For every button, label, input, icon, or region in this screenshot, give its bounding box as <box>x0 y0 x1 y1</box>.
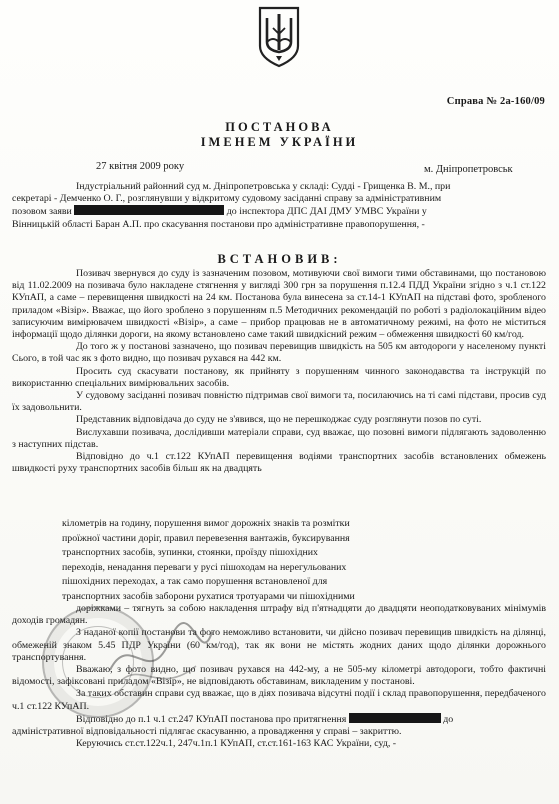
paragraph: За таких обставин справи суд вважає, що в діях позивача відсутні події і склад правопорушення, передбаченого ч.1 ст.122 КУпАП. <box>12 688 546 712</box>
list-item: транспортних засобів заборони рухатися тротуарами чи пішохідними <box>62 590 355 602</box>
paragraph: Позивач звернувся до суду із зазначеним позовом, мотивуючи свої вимоги тими обставинами, що постановою від 11.02.2009 на позивача було накладене стягнення у вигляді 300 грн за порушення п.12.4 ПДД України згідно з ч.1 ст.122 КУпАП, а саме – перевищення швидкості на 24 км. Постанова була винесена за ст.14-1 КУпАП на підставі фото, зробленого приладом «Візір». Вважає, що його зроблено з порушенням п.5 Методичних рекомендацій по роботі з радіолокаційним відео записуючим вимірювачем швидкості «Візір», а саме – прибор працював не в автоматичному режимі, на фото не міститься інформації щодо ділянки дороги, на якому встановлено саме такий швидкісний режим – обмеження швидкості 60 км/год. <box>12 268 546 341</box>
redacted-name <box>74 205 224 215</box>
body-section-1 <box>12 268 546 475</box>
redacted-name <box>349 713 441 723</box>
list-item: проїжної частини доріг, правил перевезення вантажів, буксирування <box>62 532 350 544</box>
intro-line <box>12 205 546 218</box>
list-item: переходів, ненадання переваги у русі пішоходам на нерегульованих <box>62 561 347 573</box>
paragraph-text: до <box>443 713 454 725</box>
intro-line: Вінницькій області Баран А.П. про скасування постанови про адміністративне правопорушення, - <box>12 218 425 230</box>
paragraph: Вислухавши позивача, дослідивши матеріали справи, суд вважає, що позовні вимоги підлягають задоволенню з наступних підстав. <box>12 426 546 450</box>
paragraph-text: Відповідно до п.1 ч.1 ст.247 КУпАП постанова про притягнення <box>76 713 347 725</box>
paragraph: З наданої копії постанови та фото неможливо встановити, чи дійсно позивач перевищив швидкість на ділянці, обмеженій знаком 5.45 ПДР України (60 км/год), так як вони не містять жодних даних щодо ділянки дорожнього транспортування. <box>12 627 546 663</box>
paragraph: адміністративної відповідальності підлягає скасуванню, а провадження у справі – закриттю. <box>12 726 402 738</box>
article-text-list <box>62 517 442 605</box>
paragraph: Просить суд скасувати постанову, як прийняту з порушенням чинного законодавства та інструкцій по використанню спеціальних вимірювальних засобів. <box>12 365 546 389</box>
list-item: пішохідних переходах, а так само порушення встановленої для <box>62 576 328 588</box>
list-item: кілометрів на годину, порушення вимог дорожніх знаків та розмітки <box>62 518 350 529</box>
paragraph: Керуючись ст.ст.122ч.1, 247ч.1п.1 КУпАП, ст.ст.161-163 КАС України, суд, - <box>76 738 397 750</box>
list-item: транспортних засобів, зупинки, стоянки, проїзду пішохідних <box>62 547 318 559</box>
document-subtitle: ІМЕНЕМ УКРАЇНИ <box>200 135 359 149</box>
intro-text: позовом заяви <box>12 206 72 218</box>
paragraph: Вважаю, з фото видно, що позивач рухався на 442-му, а не 505-му кілометрі автодороги, тобто фактичні відомості, зафіксовані приладом «Візір», не відповідають обставинам, викладеним у постанові. <box>12 664 546 688</box>
paragraph: До того ж у постанові зазначено, що позивач перевищив швидкість на 505 км автодороги у населеному пункті Сього, в той час як з фото видно, що позивач рухався на 442 км. <box>12 341 546 365</box>
document-date: 27 квітня 2009 року <box>96 161 185 172</box>
intro-text: до інспектора ДПС ДАІ ДМУ УМВС України у <box>226 206 427 218</box>
paragraph: доріжками – тягнуть за собою накладення штрафу від п'ятнадцяти до двадцяти неоподатковуваних мінімумів доходів громадян. <box>12 603 546 627</box>
body-section-2 <box>12 603 546 750</box>
document-city: м. Дніпропетровськ <box>424 164 513 175</box>
intro-line: секретарі - Демченко О. Г., розглянувши у відкритому судовому засіданні справу за адміністративним <box>12 193 442 205</box>
intro-line: Індустріальний районний суд м. Дніпропетровська у складі: Судді - Грищенка В. М., при <box>76 181 451 192</box>
paragraph: Представник відповідача до суду не з'явився, що не перешкоджає суду розглянути позов по суті. <box>76 414 482 426</box>
document-title: ПОСТАНОВА <box>225 120 334 134</box>
paragraph: У судовому засіданні позивач повністю підтримав свої вимоги та, посилаючись на ті самі підстави, просив суд їх задовольнити. <box>12 390 546 414</box>
trident-emblem-icon <box>256 6 302 68</box>
paragraph <box>12 713 546 726</box>
intro-paragraph <box>12 181 546 231</box>
paragraph: Відповідно до ч.1 ст.122 КУпАП перевищення водіями транспортних засобів встановлених обмежень швидкості руху транспортних засобів більш як на двадцять <box>12 451 546 475</box>
section-title: ВСТАНОВИВ: <box>217 252 342 266</box>
case-number: Справа № 2а-160/09 <box>446 96 545 107</box>
